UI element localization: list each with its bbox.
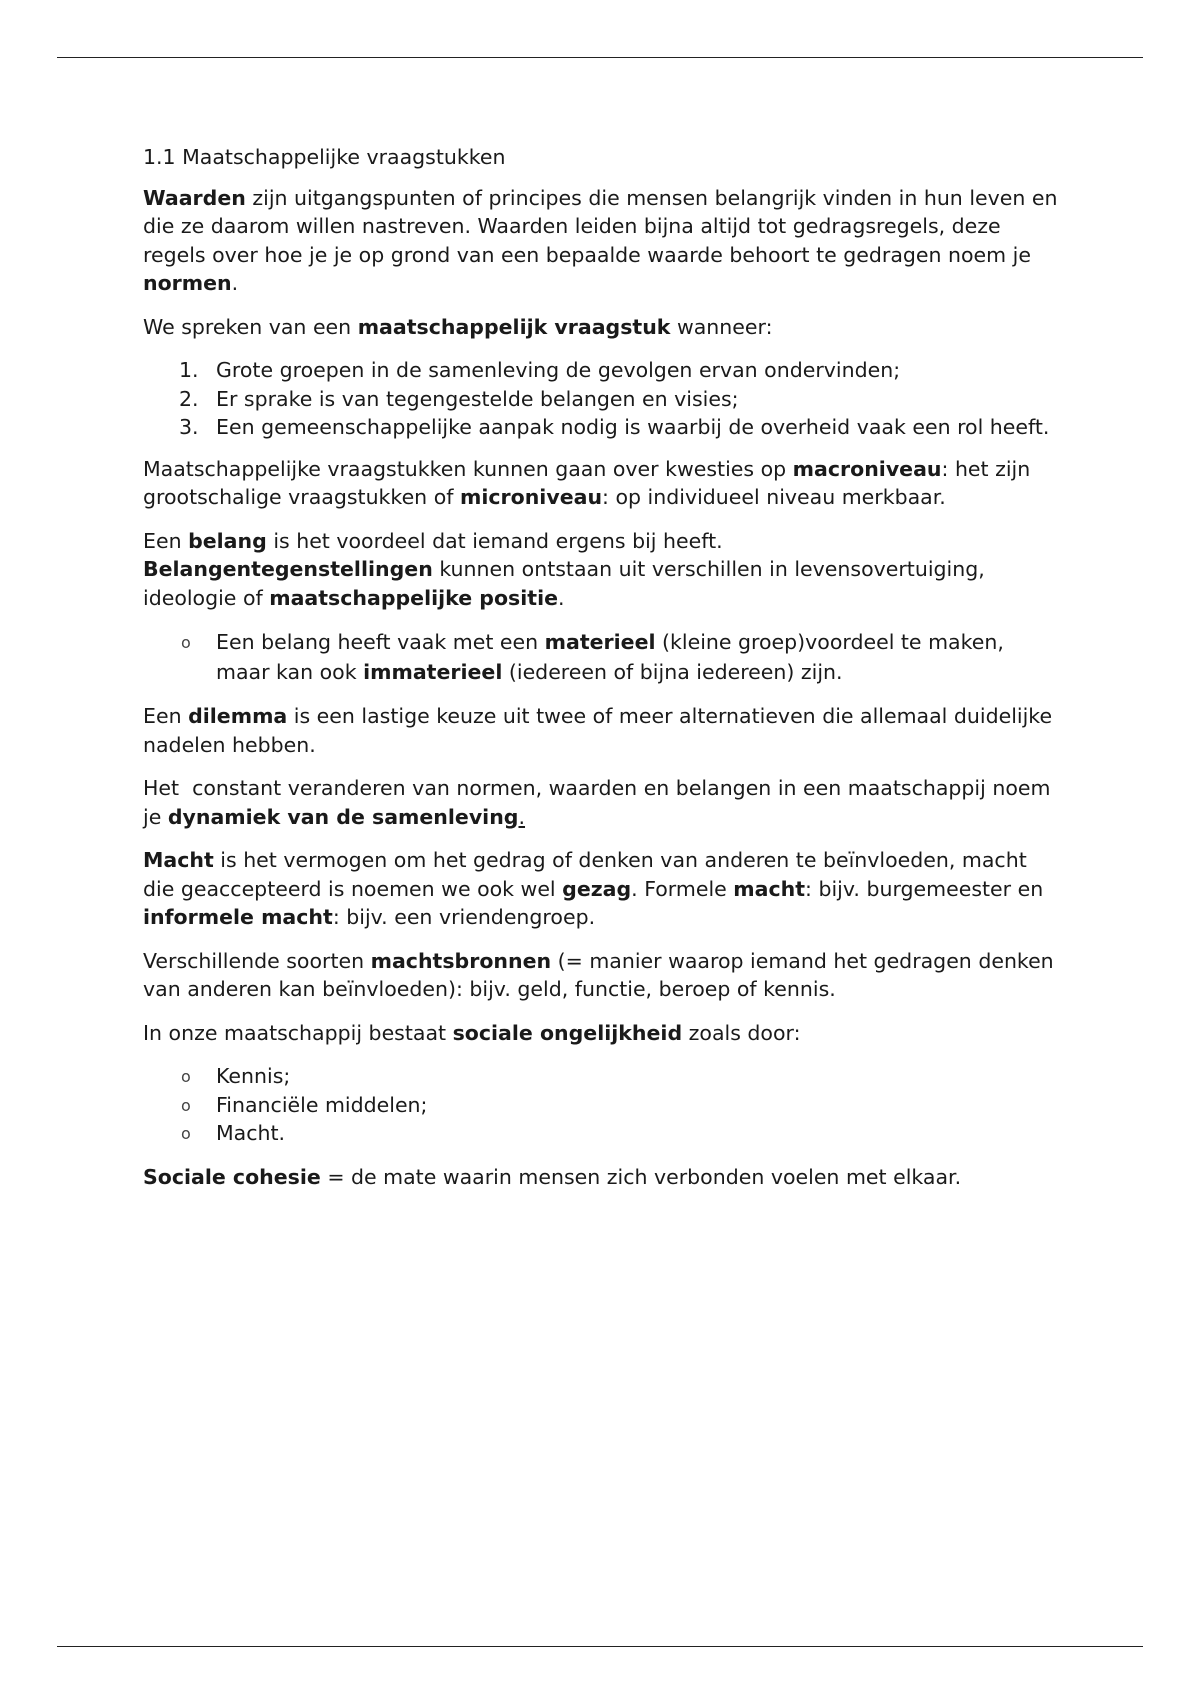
term-normen: normen xyxy=(143,271,232,295)
list-item: o Een belang heeft vaak met een materieel (kleine groep)voordeel te maken, maar kan ook immaterieel (iedereen of bijna iedereen) zijn. xyxy=(181,630,1004,684)
term-sociale-ongelijkheid: sociale ongelijkheid xyxy=(452,1020,683,1045)
term-formele-macht: macht xyxy=(733,876,806,901)
paragraph-ongelijkheid: In onze maatschappij bestaat sociale ongelijkheid zoals door: xyxy=(143,1020,801,1045)
term-belang: belang xyxy=(188,528,267,553)
paragraph-cohesie: Sociale cohesie = de mate waarin mensen zich verbonden voelen met elkaar. xyxy=(143,1164,962,1189)
term-sociale-cohesie: Sociale cohesie xyxy=(143,1164,321,1189)
paragraph-waarden: Waarden zijn uitgangspunten of principes die mensen belangrijk vinden in hun leven en die ze daarom willen nastreven. Waarden leiden bijna altijd tot gedragsregels, deze regels over hoe je je op grond van een bepaalde waarde behoort te gedragen noem je normen. xyxy=(143,185,1058,295)
term-dynamiek: dynamiek van de samenleving xyxy=(167,804,519,829)
circle-bullet-icon: o xyxy=(181,1067,191,1086)
paragraph-belang: Een belang is het voordeel dat iemand ergens bij heeft. Belangentegenstellingen kunnen ontstaan uit verschillen in levensovertuiging, ideologie of maatschappelijke positie. xyxy=(143,528,985,610)
list-item: 2. Er sprake is van tegengestelde belangen en visies; xyxy=(179,386,739,411)
term-informele-macht: informele macht xyxy=(143,905,333,929)
term-belangentegenstellingen: Belangentegenstellingen xyxy=(143,557,433,581)
term-materieel: materieel xyxy=(544,630,656,654)
bullet-list-ongelijkheid xyxy=(143,1062,1063,1148)
paragraph-dilemma: Een dilemma is een lastige keuze uit twee of meer alternatieven die allemaal duidelijke nadelen hebben. xyxy=(143,704,1053,757)
paragraph-vraagstuk: We spreken van een maatschappelijk vraagstuk wanneer: xyxy=(143,314,773,339)
term-macht: Macht xyxy=(143,848,214,872)
list-item: o Macht. xyxy=(143,1119,1063,1148)
term-dilemma: dilemma xyxy=(188,704,288,728)
circle-bullet-icon: o xyxy=(181,633,191,652)
paragraph-machtsbronnen: Verschillende soorten machtsbronnen (= manier waarop iemand het gedragen denken van anderen kan beïnvloeden): bijv. geld, functie, beroep of kennis. xyxy=(143,948,1054,1001)
term-microniveau: microniveau xyxy=(459,485,603,509)
section-heading: 1.1 Maatschappelijke vraagstukken xyxy=(143,145,506,169)
term-macroniveau: macroniveau xyxy=(792,456,942,481)
list-item: 1. Grote groepen in de samenleving de gevolgen ervan ondervinden; xyxy=(179,358,901,382)
paragraph-dynamiek: Het constant veranderen van normen, waarden en belangen in een maatschappij noem je dynamiek van de samenleving. xyxy=(143,776,1057,829)
list-item: 3. Een gemeenschappelijke aanpak nodig is waarbij de overheid vaak een rol heeft. xyxy=(179,415,1050,439)
circle-bullet-icon: o xyxy=(181,1124,191,1143)
paragraph-niveau: Maatschappelijke vraagstukken kunnen gaan over kwesties op macroniveau: het zijn grootschalige vraagstukken of microniveau: op individueel niveau merkbaar. xyxy=(143,456,1031,509)
header-rule xyxy=(57,57,1143,58)
list-item: o Kennis; xyxy=(143,1062,1063,1091)
term-machtsbronnen: machtsbronnen xyxy=(370,948,552,973)
footer-rule xyxy=(57,1646,1143,1647)
paragraph-macht: Macht is het vermogen om het gedrag of denken van anderen te beïnvloeden, macht die geaccepteerd is noemen we ook wel gezag. Formele macht: bijv. burgemeester en informele macht: bijv. een vriendengroep. xyxy=(143,848,1044,929)
term-maatschappelijk-vraagstuk: maatschappelijk vraagstuk xyxy=(357,314,671,339)
document-body xyxy=(143,143,1063,1206)
term-gezag: gezag xyxy=(562,876,632,901)
numbered-list-criteria xyxy=(143,356,1063,442)
circle-bullet-icon: o xyxy=(181,1095,191,1115)
bullet-list-belang xyxy=(143,627,1063,687)
list-item: o Financiële middelen; xyxy=(143,1091,1063,1120)
term-immaterieel: immaterieel xyxy=(363,660,503,684)
term-waarden: Waarden xyxy=(143,185,246,210)
term-maatschappelijke-positie: maatschappelijke positie xyxy=(269,585,559,610)
